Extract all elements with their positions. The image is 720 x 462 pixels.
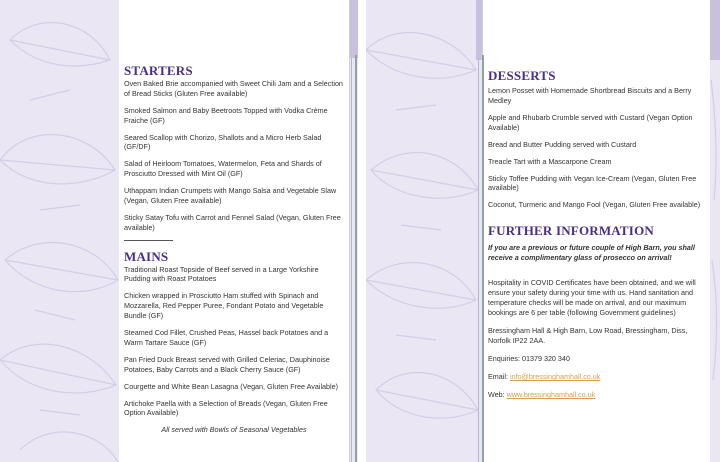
menu-item: Pan Fried Duck Breast served with Grilled Celeriac, Dauphinoise Potatoes, Baby Carrots and a Black Cherry Sauce (GF) [124, 354, 330, 374]
menu-item: Coconut, Turmeric and Mango Fool (Vegan, Gluten Free available) [488, 200, 701, 210]
starters-heading: STARTERS [124, 63, 193, 78]
web-line [488, 390, 706, 400]
menu-item: Treacle Tart with a Mascarpone Cream [488, 156, 612, 166]
menu-item: Bread and Butter Pudding served with Custard [488, 139, 637, 149]
section-divider [124, 240, 173, 241]
menu-item: Seared Scallop with Chorizo, Shallots and a Micro Herb Salad (GF/DF) [124, 132, 322, 152]
mains-heading: MAINS [124, 248, 169, 264]
menu-item: Uthappam Indian Crumpets with Mango Salsa and Vegetable Slaw (Vegan, Gluten Free available) [124, 186, 337, 205]
menu-item: Sticky Satay Tofu with Carrot and Fennel Salad (Vegan, Gluten Free available) [124, 212, 341, 232]
menu-item: Lemon Posset with Homemade Shortbread Biscuits and a Berry Medley [488, 86, 692, 105]
frame-line-inner [478, 58, 479, 462]
email-link[interactable]: info@bressinghamhall.co.uk [509, 372, 601, 382]
mains-footnote: All served with Bowls of Seasonal Vegetables [161, 425, 307, 435]
menu-title: MENU [186, 19, 283, 52]
email-label: Email: [488, 372, 510, 382]
menu-content [124, 63, 344, 435]
info-content [488, 68, 706, 408]
menu-item: Sticky Toffee Pudding with Vegan Ice-Cream (Vegan, Gluten Free available) [488, 173, 697, 193]
email-line [488, 372, 706, 382]
menu-item: Courgette and White Bean Lasagna (Vegan, Gluten Free Available) [124, 381, 339, 391]
menu-item: Chicken wrapped in Prosciutto Ham stuffed with Spinach and Mozzarella, Red Pepper Puree, Fondant Potato and Vegetable Bundle (GF) [124, 291, 324, 321]
web-label: Web: [488, 390, 507, 400]
further-info-heading: FURTHER INFORMATION [488, 223, 654, 239]
prosecco-offer: If you are a previous or future couple of High Barn, you shall receive a complimentary glass of prosecco on arrival! [488, 243, 695, 263]
menu-page-right [366, 0, 720, 462]
frame-line [355, 55, 357, 462]
menu-item: Traditional Roast Topside of Beef served in a Large Yorkshire Pudding with Roast Potatoes [124, 264, 319, 284]
menu-item: Artichoke Paella with a Selection of Breads (Vegan, Gluten Free Option Available) [124, 398, 328, 418]
address: Bressingham Hall & High Barn, Low Road, Bressingham, Diss, Norfolk IP22 2AA. [488, 326, 688, 346]
menu-item: Smoked Salmon and Baby Beetroots Topped with Vodka Crème Fraiche (GF) [124, 105, 328, 125]
menu-item: Steamed Cod Fillet, Crushed Peas, Hassel back Potatoes and a Warm Tartare Sauce (GF) [124, 328, 329, 347]
menu-page-left [0, 0, 358, 462]
covid-notice: Hospitality in COVID Certificates have been obtained, and we will ensure your safety during your time with us. Hand sanitation and temperature checks will be made on arrival, and our maximum bookings are 6 per table (following Government guidelines) [488, 278, 696, 318]
frame-line-inner [351, 58, 352, 462]
web-link[interactable]: www.bressinghamhall.co.uk [506, 390, 596, 400]
menu-item: Apple and Rhubarb Crumble served with Custard (Vegan Option Available) [488, 112, 693, 132]
menu-item: Salad of Heirloom Tomatoes, Watermelon, Feta and Shards of Prosciutto Dressed with Mint Oil (GF) [124, 159, 322, 179]
frame-line [482, 55, 484, 462]
desserts-heading: DESSERTS [488, 68, 556, 83]
enquiries-phone: Enquiries: 01379 320 340 [488, 354, 570, 364]
menu-item: Oven Baked Brie accompanied with Sweet Chili Jam and a Selection of Bread Sticks (Gluten Free available) [124, 79, 343, 98]
